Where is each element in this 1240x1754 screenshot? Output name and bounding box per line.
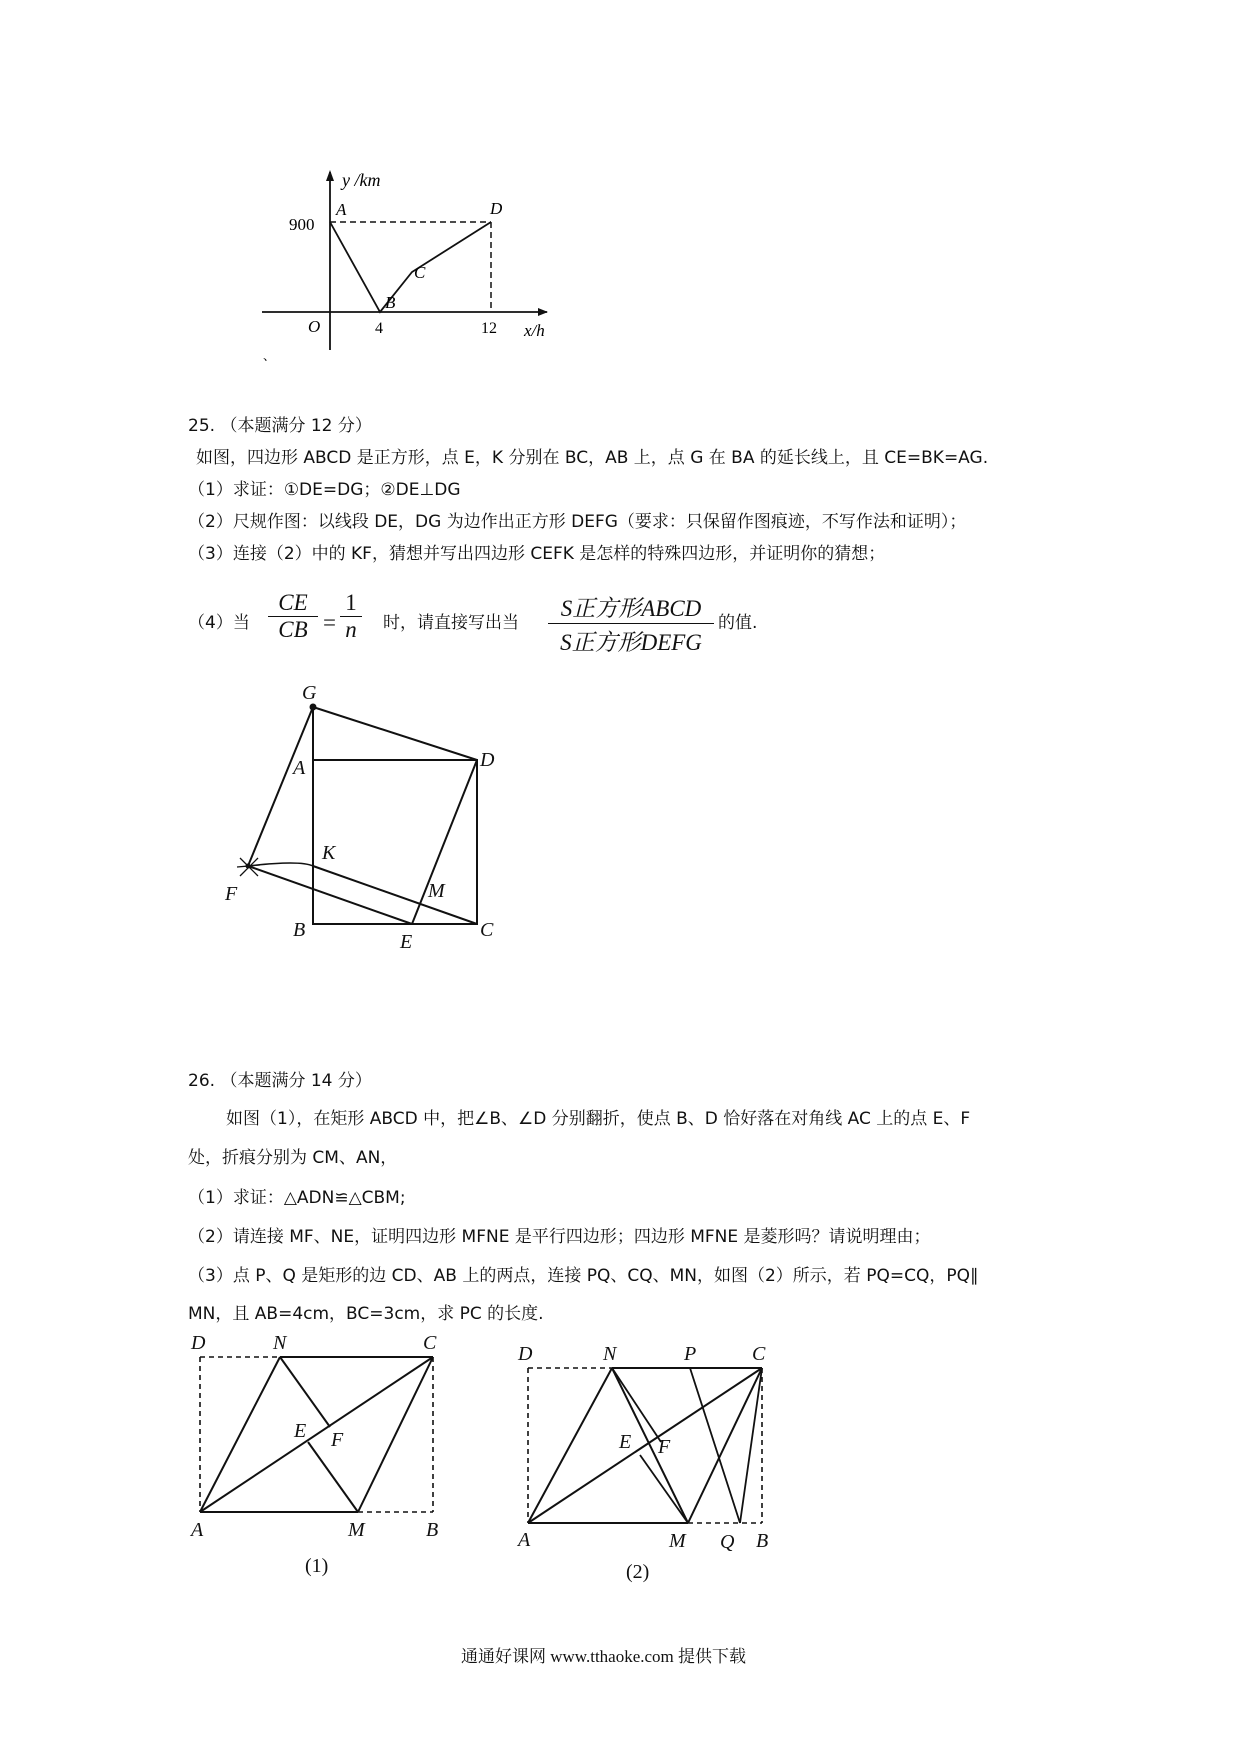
page-footer: 通通好课网 www.tthaoke.com 提供下载 (461, 1647, 747, 1666)
label-E: E (619, 1431, 632, 1453)
q25-part1: （1）求证：①DE=DG；②DE⊥DG (188, 480, 461, 500)
label-G: G (302, 682, 317, 704)
label-A: A (518, 1529, 531, 1551)
y-axis-label: y /km (342, 170, 381, 190)
x-tick-12: 12 (481, 320, 497, 337)
fraction-denominator: S正方形DEFG (548, 623, 714, 657)
label-F: F (658, 1436, 671, 1458)
label-Q: Q (720, 1531, 735, 1553)
label-F: F (225, 883, 238, 905)
q26-intro-line1: 如图（1），在矩形 ABCD 中，把∠B、∠D 分别翻折，使点 B、D 恰好落在对角线 AC 上的点 E、F (226, 1109, 971, 1129)
figure-1-caption: (1) (305, 1555, 329, 1577)
stray-mark: 、 (263, 349, 276, 363)
fraction-numerator: CE (278, 590, 308, 615)
q26-part2: （2）请连接 MF、NE，证明四边形 MFNE 是平行四边形；四边形 MFNE 是菱形吗？请说明理由； (188, 1227, 931, 1247)
label-C: C (423, 1332, 437, 1354)
label-F: F (331, 1429, 344, 1451)
q26-part3-line1: （3）点 P、Q 是矩形的边 CD、AB 上的两点，连接 PQ、CQ、MN，如图（2）所示，若 PQ=CQ，PQ∥ (188, 1266, 979, 1286)
fraction-denominator: n (340, 616, 362, 643)
q25-part2: （2）尺规作图：以线段 DE，DG 为边作出正方形 DEFG（要求：只保留作图痕迹，不写作法和证明）； (188, 512, 967, 532)
q25-part4-suffix: 的值. (718, 613, 758, 633)
origin-label: O (308, 317, 321, 336)
label-K: K (322, 842, 336, 864)
y-tick-900: 900 (289, 215, 315, 234)
fraction-numerator: 1 (345, 590, 357, 615)
q26-part3-line2: MN，且 AB=4cm，BC=3cm，求 PC 的长度. (188, 1304, 544, 1324)
fraction-denominator: CB (268, 616, 318, 643)
figure-2-caption: (2) (626, 1561, 650, 1583)
label-M: M (348, 1519, 365, 1541)
point-label-A: A (336, 200, 347, 219)
label-E: E (400, 931, 413, 953)
fraction-numerator: S正方形ABCD (560, 596, 702, 621)
q25-part4-prefix: （4）当 (188, 613, 250, 633)
label-D: D (480, 749, 495, 771)
q25-part4-mid: 时，请直接写出当 (383, 613, 519, 633)
label-N: N (273, 1332, 287, 1354)
label-N: N (603, 1343, 617, 1365)
label-D: D (518, 1343, 533, 1365)
q26-heading: 26. （本题满分 14 分） (188, 1071, 372, 1091)
label-B: B (293, 919, 306, 941)
label-C: C (480, 919, 494, 941)
label-M: M (669, 1530, 686, 1552)
x-axis-label: x/h (524, 321, 545, 340)
equals-sign: = (323, 610, 336, 635)
q26-intro-line2: 处，折痕分别为 CM、AN， (188, 1148, 398, 1168)
label-A: A (191, 1519, 204, 1541)
label-M: M (428, 880, 445, 902)
point-label-C: C (414, 263, 426, 282)
q25-heading: 25. （本题满分 12 分） (188, 416, 372, 436)
label-P: P (684, 1343, 697, 1365)
label-B: B (426, 1519, 439, 1541)
q26-part1: （1）求证：△ADN≌△CBM; (188, 1188, 406, 1208)
segment-EM (640, 1455, 688, 1523)
x-tick-4: 4 (375, 320, 383, 337)
segment-PQ (690, 1368, 740, 1523)
point-label-B: B (385, 293, 396, 312)
q25-part3: （3）连接（2）中的 KF，猜想并写出四边形 CEFK 是怎样的特殊四边形，并证明你的猜想； (188, 544, 886, 564)
label-D: D (191, 1332, 206, 1354)
point-label-D: D (490, 199, 503, 218)
segment-AN (528, 1368, 612, 1523)
label-E: E (294, 1420, 307, 1442)
label-C: C (752, 1343, 766, 1365)
diagonal-AC (528, 1368, 762, 1523)
q25-intro: 如图，四边形 ABCD 是正方形，点 E，K 分别在 BC，AB 上，点 G 在 BA 的延长线上，且 CE=BK=AG. (196, 448, 989, 468)
label-A: A (293, 757, 306, 779)
label-B: B (756, 1530, 769, 1552)
